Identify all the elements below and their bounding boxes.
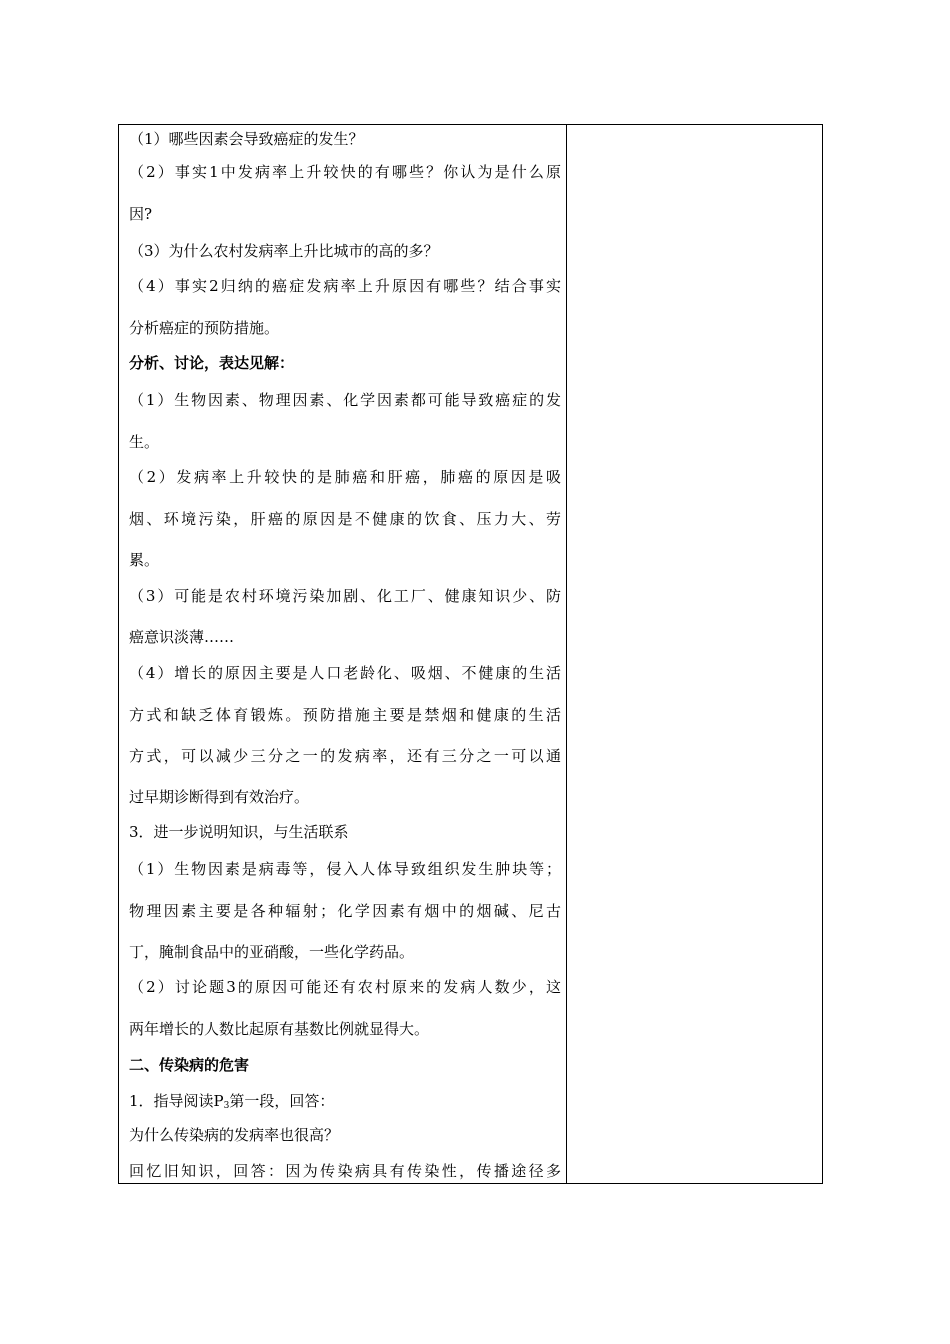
question-3: （3）为什么农村发病率上升比城市的高的多？ [129, 242, 439, 260]
answer-3-line-1: （3）可能是农村环境污染加剧、化工厂、健康知识少、防 [129, 587, 561, 605]
content-cell [129, 125, 561, 1183]
notes-cell [567, 125, 822, 1183]
question-4-line-1: （4）事实2归纳的癌症发病率上升原因有哪些？结合事实 [129, 277, 561, 295]
infectious-disease-heading: 二、传染病的危害 [129, 1056, 250, 1074]
answer-2-line-1: （2）发病率上升较快的是肺癌和肝癌，肺癌的原因是吸 [129, 468, 561, 486]
reading-instruction-suffix: 第一段，回答： [229, 1092, 335, 1110]
answer-1-line-2: 生。 [129, 433, 160, 451]
answer-4-line-3: 方式，可以减少三分之一的发病率，还有三分之一可以通 [129, 747, 561, 765]
answer-2-line-2: 烟、环境污染，肝癌的原因是不健康的饮食、压力大、劳 [129, 510, 561, 528]
question-4-line-2: 分析癌症的预防措施。 [129, 319, 280, 337]
explanation-1-line-2: 物理因素主要是各种辐射；化学因素有烟中的烟碱、尼古 [129, 902, 561, 920]
explanation-2-line-2: 两年增长的人数比起原有基数比例就显得大。 [129, 1020, 430, 1038]
answer-4-line-4: 过早期诊断得到有效治疗。 [129, 788, 310, 806]
explanation-1-line-1: （1）生物因素是病毒等，侵入人体导致组织发生肿块等； [129, 860, 561, 878]
discussion-heading: 分析、讨论，表达见解： [129, 354, 295, 372]
question-1: （1）哪些因素会导致癌症的发生？ [129, 130, 364, 148]
answer-4-line-1: （4）增长的原因主要是人口老龄化、吸烟、不健康的生活 [129, 664, 561, 682]
answer-3-line-2: 癌意识淡薄…… [129, 628, 235, 646]
answer-1-line-1: （1）生物因素、物理因素、化学因素都可能导致癌症的发 [129, 391, 561, 409]
reading-instruction [129, 1091, 561, 1111]
page-subscript: 3 [223, 1101, 230, 1111]
answer-4-line-2: 方式和缺乏体育锻炼。预防措施主要是禁烟和健康的生活 [129, 706, 561, 724]
question-2-line-2: 因? [129, 205, 153, 223]
reading-instruction-prefix: 1．指导阅读P [129, 1092, 224, 1110]
question-2-line-1: （2）事实1中发病率上升较快的有哪些？你认为是什么原 [129, 163, 561, 181]
explanation-1-line-3: 丁，腌制食品中的亚硝酸，一些化学药品。 [129, 943, 415, 961]
answer-2-line-3: 累。 [129, 551, 160, 569]
infectious-question: 为什么传染病的发病率也很高？ [129, 1126, 340, 1144]
section-3-heading: 3．进一步说明知识，与生活联系 [129, 823, 349, 841]
lesson-table [118, 124, 823, 1184]
explanation-2-line-1: （2）讨论题3的原因可能还有农村原来的发病人数少，这 [129, 978, 561, 996]
recall-answer: 回忆旧知识，回答：因为传染病具有传染性，传播途径多 [129, 1162, 561, 1180]
